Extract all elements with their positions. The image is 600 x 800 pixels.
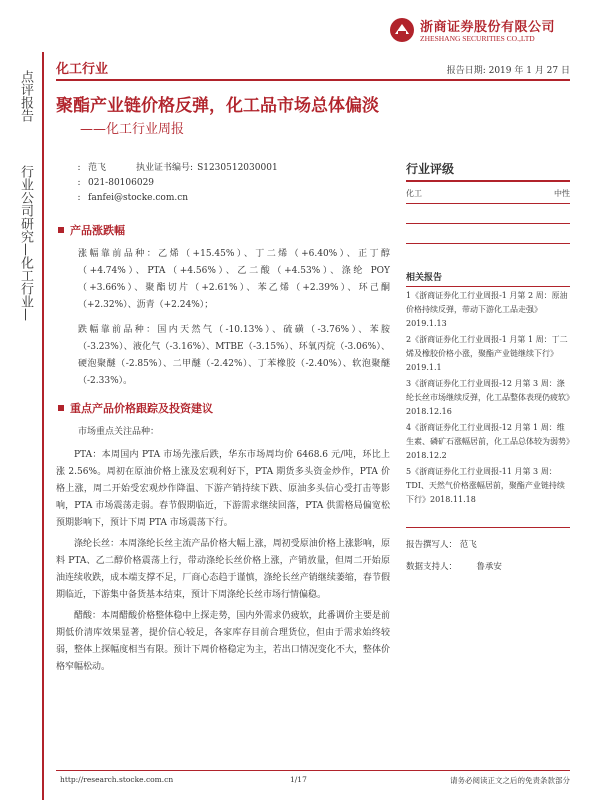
author-phone: 021-80106029 — [88, 178, 155, 188]
rating-industry: 化工 — [406, 189, 422, 198]
support-name: 鲁承安 — [476, 562, 502, 572]
paragraph-gainers: 涨幅靠前品种：乙烯（+15.45%）、丁二烯（+6.40%）、正丁醇（+4.74%）、PTA（+4.56%）、乙二酸（+4.53%）、涤纶 POY（+3.66%）、聚酯切片（+2.61%）、苯乙烯（+2.39%）、环己酮（+2.32%）、沥青（+2.24%）； — [78, 249, 390, 310]
author-email[interactable]: fanfei@stocke.com.cn — [88, 193, 189, 203]
footer-url[interactable]: http://research.stocke.com.cn — [60, 775, 174, 784]
company-name-en: ZHESHANG SECURITIES CO.,LTD — [420, 34, 535, 43]
email-icon: : — [77, 193, 81, 203]
rating-row — [406, 182, 570, 204]
company-logo-icon — [389, 17, 415, 43]
main-content — [56, 222, 390, 676]
license-label: 执业证书编号: — [136, 163, 194, 173]
support-label: 数据支持人： — [406, 562, 458, 572]
author-block — [74, 162, 278, 207]
paragraph-lead: 市场重点关注品种： — [78, 427, 160, 437]
footer-divider — [56, 770, 570, 771]
side-label-category: 行业公司研究—化工行业— — [18, 165, 33, 321]
rating-blank-row — [406, 224, 570, 244]
related-report-item[interactable]: 1《浙商证券化工行业周报-1 月第 2 周：原油价格持续反弹，带动下游化工品走强》2019.1.13 — [406, 291, 568, 328]
related-report-item[interactable]: 3《浙商证券化工行业周报-12 月第 3 周：涤纶长丝市场继续反弹，化工品整体表现仍疲软》2018.12.16 — [406, 379, 570, 416]
page-subtitle: ——化工行业周报 — [80, 122, 185, 137]
support-row — [406, 556, 570, 578]
company-name-cn: 浙商证券股份有限公司 — [420, 20, 556, 35]
contributors-box — [406, 527, 570, 578]
writer-label: 报告撰写人： — [406, 540, 458, 550]
report-date — [447, 63, 570, 76]
header-divider — [56, 79, 570, 81]
page-number: 1/17 — [290, 775, 307, 784]
report-date-label: 报告日期: — [446, 66, 486, 76]
sidebar — [406, 160, 570, 578]
paragraph-polyester: 涤纶长丝：本周涤纶长丝主流产品价格大幅上涨，周初受原油价格上涨影响，原料 PTA、乙二醇价格震荡上行，带动涤纶长丝价格上涨，产销放量，但周二开始原油连续收跌，成本端支撑不足，厂商心态趋于谨慎，涤纶长丝产销继续萎缩，春节假期临近，下游集中备货基本结束，预计下周涤纶长丝市场行情偏稳。 — [56, 539, 390, 600]
related-report-item[interactable]: 2《浙商证券化工行业周报-1 月第 1 周：丁二烯及橡胶价格小涨，聚酯产业链继续下行》2019.1.1 — [406, 335, 568, 372]
related-report-item[interactable]: 5《浙商证券化工行业周报-11 月第 3 周：TDI、天然气价格涨幅居前，聚酯产业链持续下行》2018.11.18 — [406, 467, 565, 504]
rating-value: 中性 — [554, 189, 570, 198]
paragraph-pta: PTA：本周国内 PTA 市场先涨后跌，华东市场周均价 6468.6 元/吨，环比上涨 2.56%。周初在原油价格上涨及宏观利好下，PTA 期货多头资金炒作，PTA 价格上涨，周二开始受宏观炒作降温、下游产销持续下跌、原油多头信心受打击等影响，PTA 市场震荡走弱。春节假期临近，下游需求继续回落，PTA 供需格局偏宽松预期影响下，预计下周 PTA 市场震荡下行。 — [56, 450, 390, 528]
author-name: 范飞 — [88, 163, 107, 173]
phone-icon: : — [77, 178, 81, 188]
related-report-item[interactable]: 4《浙商证券化工行业周报-12 月第 1 周：维生素、磷矿石涨幅居前，化工品总体较为弱势》2018.12.2 — [406, 423, 570, 460]
page-title: 聚酯产业链价格反弹，化工品市场总体偏淡 — [56, 96, 379, 116]
rating-blank-row — [406, 204, 570, 224]
related-reports-title: 相关报告 — [406, 270, 570, 287]
disclaimer-note: 请务必阅读正文之后的免责条款部分 — [450, 776, 570, 785]
section-heading: 产品涨跌幅 — [56, 222, 390, 238]
rating-title: 行业评级 — [406, 160, 570, 182]
report-date-value: 2019 年 1 月 27 日 — [488, 66, 570, 76]
paragraph-losers: 跌幅靠前品种：国内天然气（-10.13%）、硫磺（-3.76%）、苯胺（-3.23%）、液化气（-3.16%）、MTBE（-3.15%）、环氧丙烷（-3.06%）、硬泡聚醚（-2.85%）、二甲醚（-2.42%）、丁苯橡胶（-2.40%）、软泡聚醚（-2.33%）。 — [78, 325, 390, 386]
paragraph-acetic: 醋酸：本周醋酸价格整体稳中上探走势，国内外需求仍疲软，此番调价主要是前期低价清库效果显著，提价信心较足，各家库存目前合理货位，但由于需求始终较弱，整体上探幅度相当有限。预计下周价格稳定为主，若出口情况变化不大，整体价格窄幅松动。 — [56, 611, 390, 672]
license-value: S1230512030001 — [197, 163, 278, 173]
writer-name: 范飞 — [459, 540, 477, 550]
bullet-square-icon — [58, 405, 64, 411]
section-heading: 重点产品价格跟踪及投资建议 — [56, 400, 390, 416]
bullet-square-icon — [58, 227, 64, 233]
industry-title: 化工行业 — [56, 62, 109, 77]
writer-row — [406, 534, 570, 556]
side-label-report-type: 点评报告 — [18, 70, 33, 122]
colon-icon: : — [77, 163, 81, 173]
